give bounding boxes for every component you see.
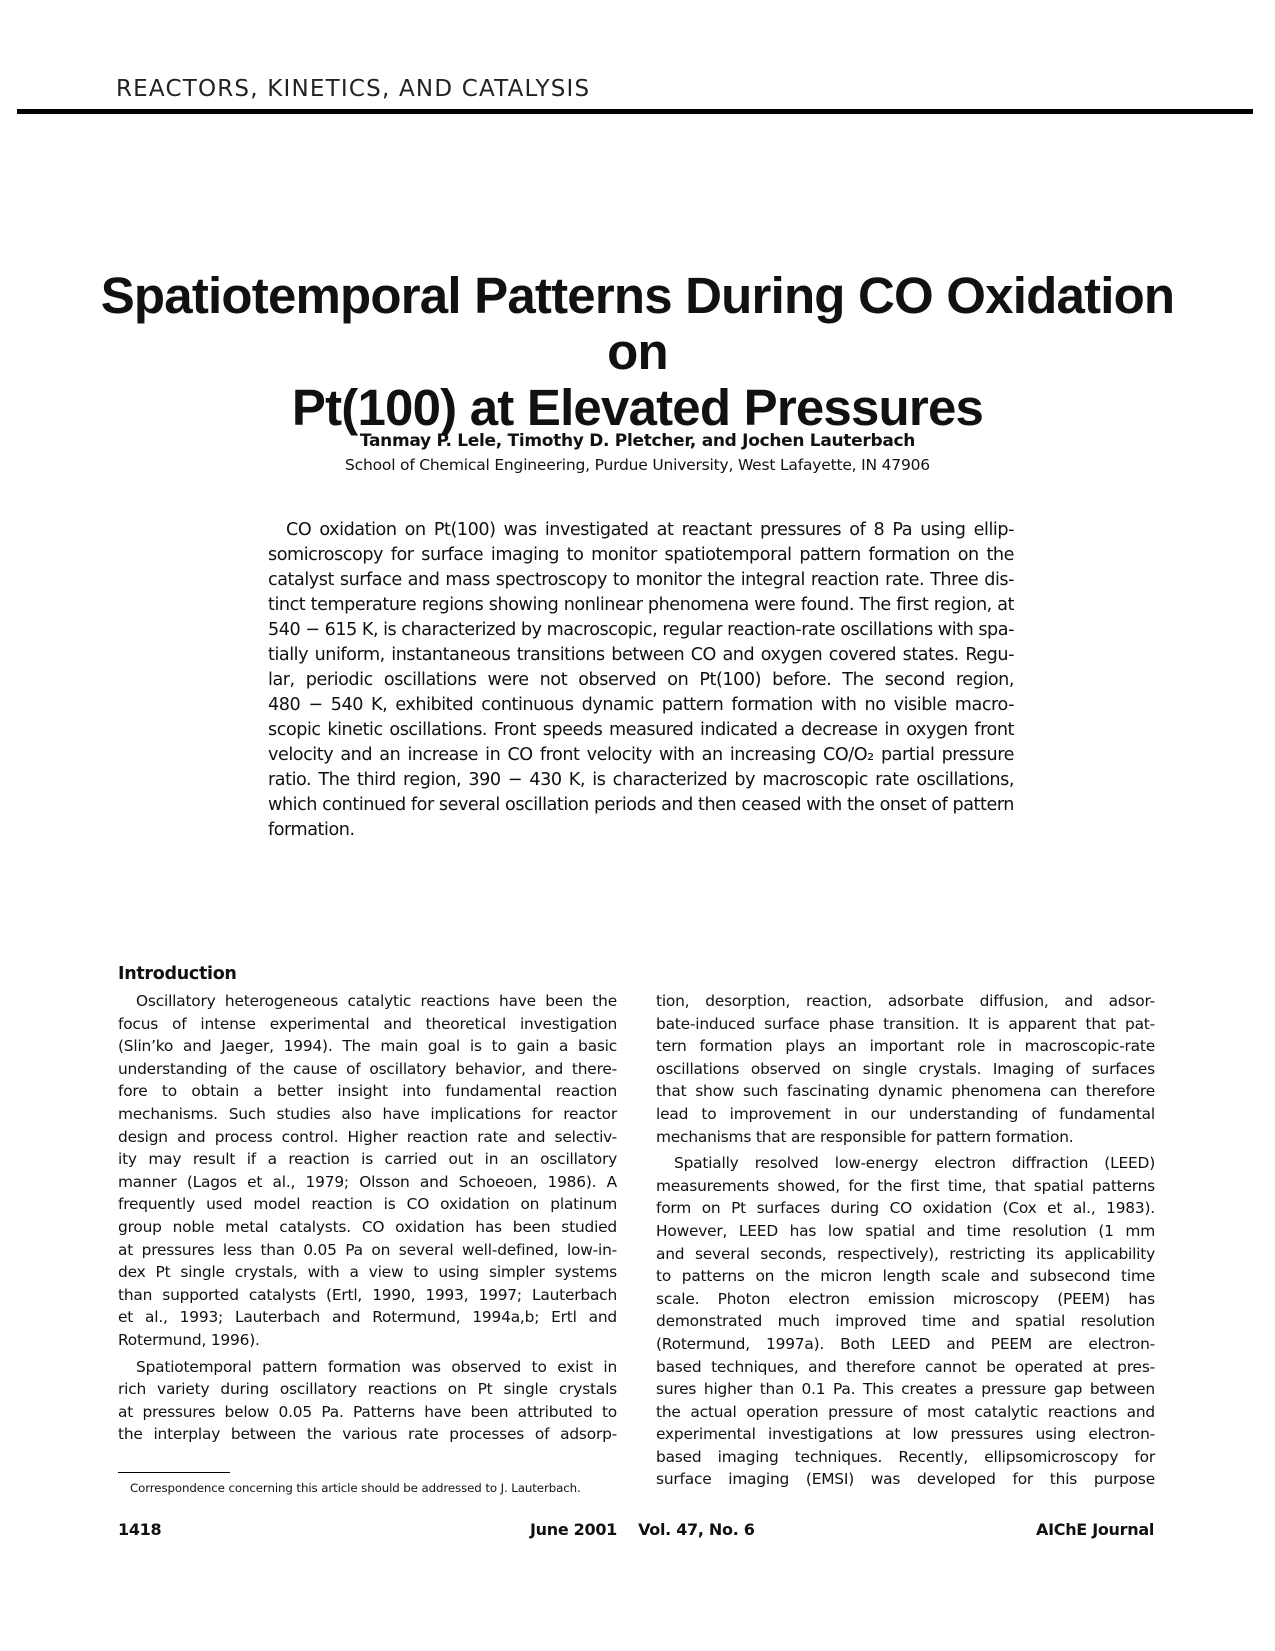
abstract-line: which continued for several oscillation periods and then ceased with the onset of pattern [268,795,1014,815]
body-line: form on Pt surfaces during CO oxidation (Cox et al., 1983). [656,1199,1155,1218]
abstract-line: scopic kinetic oscillations. Front speeds measured indicated a decrease in oxygen front [268,720,1014,740]
body-line: frequently used model reaction is CO oxidation on platinum [118,1195,617,1214]
body-line: oscillations observed on single crystals. Imaging of surfaces [656,1059,1155,1078]
abstract-line: 540 − 615 K, is characterized by macroscopic, regular reaction-rate oscillations with spa- [268,620,1014,640]
body-line: surface imaging (EMSI) was developed for this purpose [656,1470,1155,1489]
abstract-line: tially uniform, instantaneous transitions between CO and oxygen covered states. Regu- [268,645,1014,665]
body-line: lead to improvement in our understanding of fundamental [656,1104,1155,1123]
body-line: demonstrated much improved time and spatial resolution [656,1312,1155,1331]
journal-section-label: REACTORS, KINETICS, AND CATALYSIS [116,76,591,102]
body-line: manner (Lagos et al., 1979; Olsson and Schoeoen, 1986). A [118,1172,617,1191]
body-line: rich variety during oscillatory reactions on Pt single crystals [118,1380,617,1399]
body-line: sures higher than 0.1 Pa. This creates a pressure gap between [656,1380,1155,1399]
body-line: and several seconds, respectively), restricting its applicability [656,1244,1155,1263]
body-line: at pressures less than 0.05 Pa on several well-defined, low-in- [118,1240,617,1259]
body-column-right [656,990,1155,1491]
issue-info: June 2001 Vol. 47, No. 6 [530,1520,755,1539]
body-column-left [118,990,617,1446]
body-line: mechanisms that are responsible for pattern formation. [656,1127,1074,1146]
body-line: ity may result if a reaction is carried out in an oscillatory [118,1150,617,1169]
abstract-line: 480 − 540 K, exhibited continuous dynamic pattern formation with no visible macro- [268,695,1014,715]
body-line: based imaging techniques. Recently, ellipsomicroscopy for [656,1447,1155,1466]
body-line: tion, desorption, reaction, adsorbate diffusion, and adsor- [656,992,1155,1010]
author-affiliation: School of Chemical Engineering, Purdue University, West Lafayette, IN 47906 [345,456,930,474]
page-number: 1418 [118,1520,162,1539]
body-line: fore to obtain a better insight into fundamental reaction [118,1082,617,1101]
body-line: experimental investigations at low pressures using electron- [656,1425,1155,1444]
body-line: than supported catalysts (Ertl, 1990, 1993, 1997; Lauterbach [118,1285,617,1304]
body-line: measurements showed, for the first time, that spatial patterns [656,1176,1155,1195]
body-line: dex Pt single crystals, with a view to using simpler systems [118,1263,617,1282]
abstract-line: ratio. The third region, 390 − 430 K, is characterized by macroscopic rate oscillations, [268,770,1014,790]
body-line: design and process control. Higher reaction rate and selectiv- [118,1127,617,1146]
title-line: Spatiotemporal Patterns During CO Oxidation on [100,267,1175,380]
author-list: Tanmay P. Lele, Timothy D. Pletcher, and Jochen Lauterbach [359,431,916,451]
body-line: that show such fascinating dynamic phenomena can therefore [656,1082,1155,1101]
body-line: Oscillatory heterogeneous catalytic reactions have been the [136,992,617,1010]
body-line: scale. Photon electron emission microscopy (PEEM) has [656,1289,1155,1308]
body-line: (Slin’ko and Jaeger, 1994). The main goal is to gain a basic [118,1037,617,1056]
article-title [90,268,1185,436]
header-rule [17,109,1253,114]
abstract-line: CO oxidation on Pt(100) was investigated at reactant pressures of 8 Pa using ellip- [286,520,1014,540]
body-line: Spatiotemporal pattern formation was observed to exist in [136,1357,617,1376]
body-line: Rotermund, 1996). [118,1330,260,1349]
body-line: based techniques, and therefore cannot be operated at pres- [656,1357,1155,1376]
body-line: (Rotermund, 1997a). Both LEED and PEEM are electron- [656,1334,1155,1353]
body-line: Spatially resolved low-energy electron diffraction (LEED) [674,1154,1155,1173]
body-line: group noble metal catalysts. CO oxidation has been studied [118,1217,617,1236]
body-line: the actual operation pressure of most catalytic reactions and [656,1402,1155,1421]
journal-name: AIChE Journal [1036,1520,1154,1539]
body-line: mechanisms. Such studies also have implications for reactor [118,1104,617,1123]
body-line: the interplay between the various rate processes of adsorp- [118,1425,617,1444]
body-line: understanding of the cause of oscillatory behavior, and there- [118,1059,617,1078]
abstract-line: lar, periodic oscillations were not observed on Pt(100) before. The second region, [268,670,1014,690]
body-line: focus of intense experimental and theoretical investigation [118,1014,617,1033]
body-line: et al., 1993; Lauterbach and Rotermund, 1994a,b; Ertl and [118,1308,617,1327]
title-line: Pt(100) at Elevated Pressures [291,379,984,436]
abstract [268,518,1014,843]
correspondence-footnote: Correspondence concerning this article should be addressed to J. Lauterbach. [130,1481,581,1495]
abstract-line: tinct temperature regions showing nonlinear phenomena were found. The first region, at [268,595,1014,615]
abstract-line: catalyst surface and mass spectroscopy to monitor the integral reaction rate. Three dis- [268,570,1014,590]
abstract-line: velocity and an increase in CO front velocity with an increasing CO/O₂ partial pressure [268,745,1014,765]
body-line: to patterns on the micron length scale and subsecond time [656,1267,1155,1286]
footnote-rule [118,1472,230,1473]
body-line: bate-induced surface phase transition. It is apparent that pat- [656,1014,1155,1033]
body-line: However, LEED has low spatial and time resolution (1 mm [656,1221,1155,1240]
abstract-line: formation. [268,820,355,840]
body-line: tern formation plays an important role in macroscopic-rate [656,1037,1155,1056]
body-line: at pressures below 0.05 Pa. Patterns have been attributed to [118,1402,617,1421]
section-heading-introduction: Introduction [118,964,237,984]
abstract-line: somicroscopy for surface imaging to monitor spatiotemporal pattern formation on the [268,545,1014,565]
